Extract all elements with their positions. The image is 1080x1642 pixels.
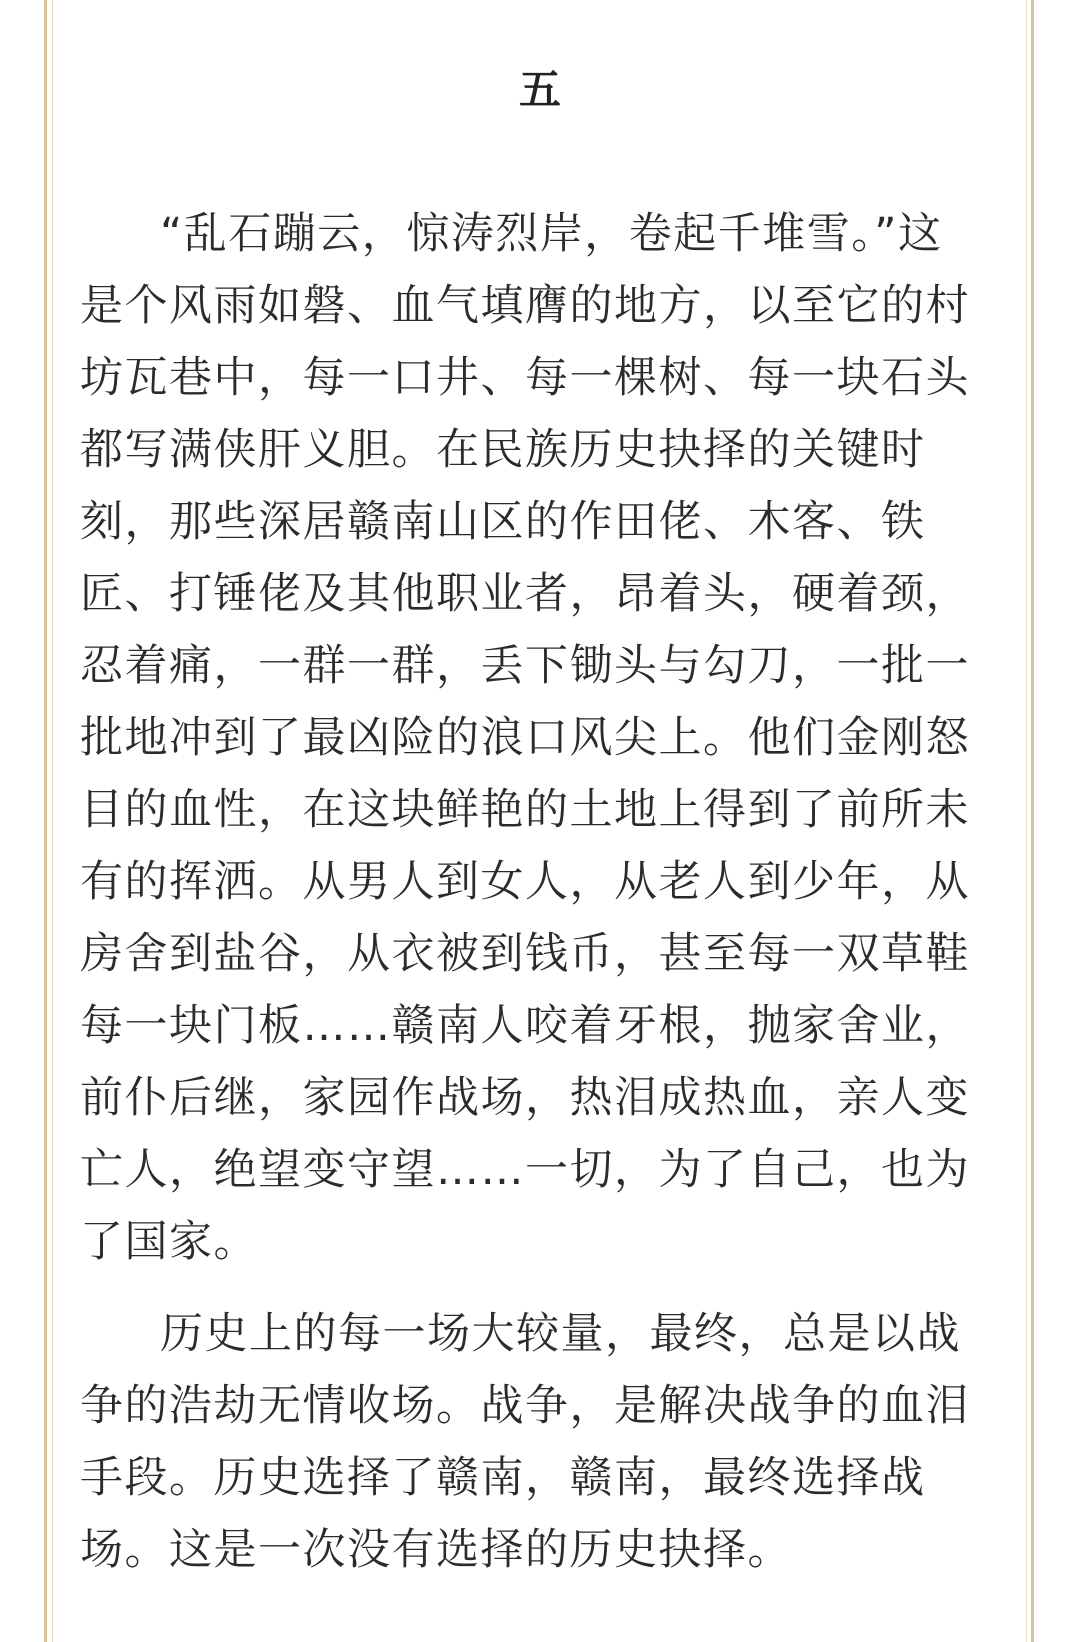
paragraph-line: 房舍到盐谷，从衣被到钱币，甚至每一双草鞋	[80, 929, 970, 979]
paragraph-line: 批地冲到了最凶险的浪口风尖上。他们金刚怒	[80, 713, 970, 763]
section-title: 五	[518, 65, 561, 114]
paragraph-1	[80, 198, 1005, 1278]
paragraph-line: 每一块门板……赣南人咬着牙根，抛家舍业，	[80, 1001, 970, 1051]
paragraph-line: 争的浩劫无情收场。战争，是解决战争的血泪	[80, 1381, 970, 1431]
paragraph-line: 都写满侠肝义胆。在民族历史抉择的关键时	[80, 425, 926, 475]
paragraph-line: 手段。历史选择了赣南，赣南，最终选择战	[80, 1453, 926, 1503]
paragraph-line: 有的挥洒。从男人到女人，从老人到少年，从	[80, 857, 970, 907]
paragraph-line: 历史上的每一场大较量，最终，总是以战	[160, 1309, 961, 1359]
paragraph-line: 刻，那些深居赣南山区的作田佬、木客、铁	[80, 497, 926, 547]
left-border-rule	[44, 0, 47, 1642]
paragraph-line: 忍着痛，一群一群，丢下锄头与勾刀，一批一	[80, 641, 970, 691]
left-inner-border-rule	[52, 0, 53, 1642]
paragraph-line: 是个风雨如磐、血气填膺的地方，以至它的村	[80, 281, 970, 331]
paragraph-line: “乱石蹦云，惊涛烈岸，卷起千堆雪。”这	[160, 209, 943, 259]
paragraph-line: 前仆后继，家园作战场，热泪成热血，亲人变	[80, 1073, 970, 1123]
paragraph-line: 场。这是一次没有选择的历史抉择。	[80, 1525, 792, 1575]
paragraph-line: 亡人，绝望变守望……一切，为了自己，也为	[80, 1145, 970, 1195]
paragraph-line: 目的血性，在这块鲜艳的土地上得到了前所未	[80, 785, 970, 835]
paragraph-2	[80, 1298, 1005, 1586]
right-border-rule	[1031, 0, 1034, 1642]
paragraph-line: 坊瓦巷中，每一口井、每一棵树、每一块石头	[80, 353, 970, 403]
paragraph-line: 匠、打锤佬及其他职业者，昂着头，硬着颈，	[80, 569, 970, 619]
right-inner-border-rule	[1026, 0, 1027, 1642]
paragraph-line: 了国家。	[80, 1217, 258, 1267]
